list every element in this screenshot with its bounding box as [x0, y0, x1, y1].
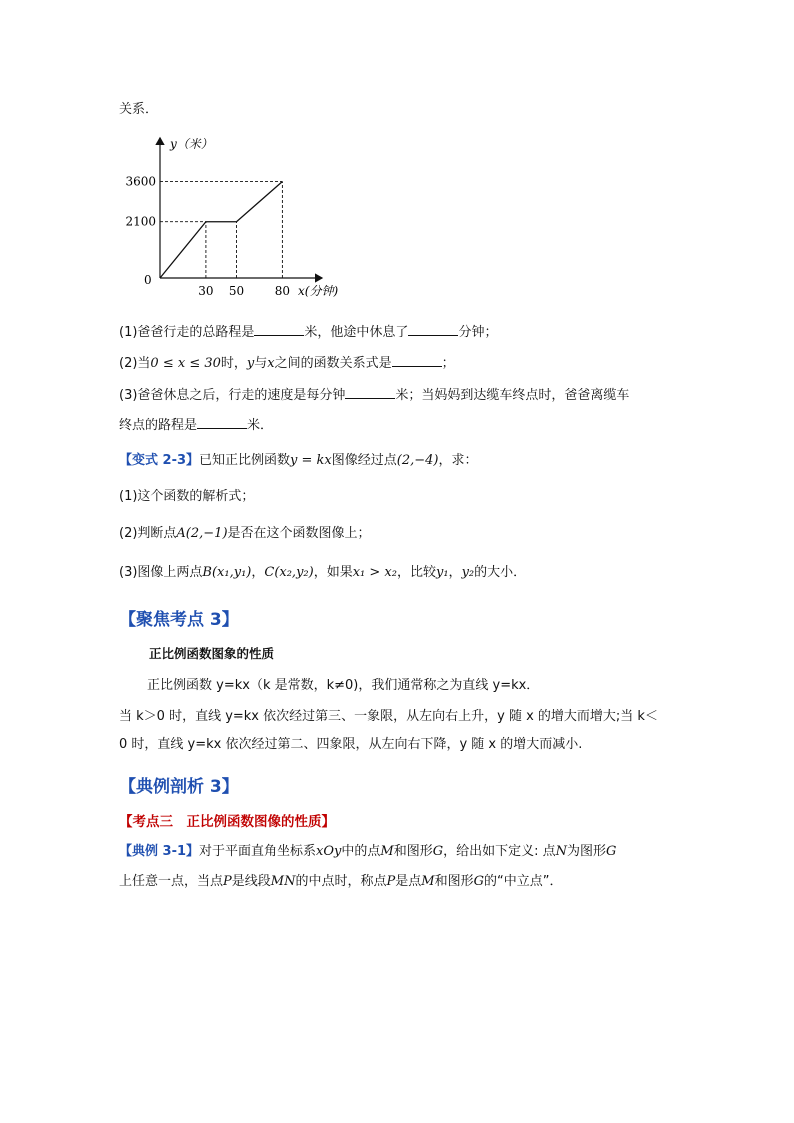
v23-3-text-d: 的大小．: [474, 565, 527, 580]
ex31-l2-G: G: [473, 874, 484, 889]
v23-3-text-a: (3)图像上两点: [119, 565, 203, 580]
v23-text-c: ，求：: [438, 453, 478, 468]
q1-blank-1[interactable]: [254, 321, 304, 336]
v23-2-text-a: (2)判断点: [119, 526, 177, 541]
key-point-3: 【考点三 正比例函数图像的性质】: [119, 814, 335, 830]
x-tick-label-50: 50: [228, 284, 245, 298]
q1-text-a: (1)爸爸行走的总路程是: [119, 325, 255, 340]
ex31-l2-text-a: 上任意一点，当点: [119, 874, 224, 889]
focus-heading-3: 【聚焦考点 3】: [119, 610, 239, 630]
ex31-l2-MN: MN: [270, 874, 296, 889]
question-3-line-1: [119, 384, 629, 406]
q1-text-c: 分钟；: [458, 325, 498, 340]
ex31-G2: G: [606, 844, 617, 859]
q2-var-x: x: [267, 356, 275, 371]
v23-3-sep2: ，: [448, 565, 462, 580]
ex31-xoy: xOy: [316, 844, 342, 859]
q3-text-b: 米；当妈妈到达缆车终点时，爸爸离缆车: [395, 388, 630, 403]
ex31-l2-text-c: 的中点时，称点: [295, 874, 387, 889]
q3-text-d: 米．: [247, 418, 274, 433]
q3-blank-1[interactable]: [345, 384, 395, 399]
property-title: 正比例函数图象的性质: [149, 646, 275, 661]
v23-3-y2: y₂: [461, 565, 475, 580]
ex31-l2-P2: P: [386, 874, 396, 889]
q2-text-d: 之间的函数关系式是: [274, 356, 392, 371]
ex31-G: G: [432, 844, 444, 859]
v23-3-y1: y₁: [435, 565, 449, 580]
example-3-1-line-2: [119, 872, 562, 892]
v23-sub-2: [119, 524, 371, 544]
ex31-text-c: 和图形: [393, 844, 433, 859]
q1-blank-2[interactable]: [408, 321, 458, 336]
q2-text-e: ；: [441, 356, 455, 371]
distance-time-chart: [125, 128, 370, 300]
v23-text-b: 图像经过点: [331, 453, 397, 468]
v23-sub-1: (1)这个函数的解析式；: [119, 489, 255, 504]
point-c: C(x₂,y₂): [264, 565, 314, 580]
q2-text-c: 与: [254, 356, 268, 371]
question-3-line-2: [119, 414, 273, 436]
question-2: [119, 352, 455, 374]
ex31-l2-text-b: 是线段: [231, 874, 271, 889]
v23-3-condition: x₁ > x₂: [352, 565, 397, 580]
ex31-text-b: 中的点: [341, 844, 381, 859]
example-heading-3: 【典例剖析 3】: [119, 777, 239, 797]
origin-label: 0: [144, 273, 152, 287]
v23-2-point: A(2,−1): [176, 526, 228, 541]
v23-3-text-c: ，比较: [396, 565, 436, 580]
v23-sub-3: [119, 563, 526, 583]
y-tick-label-3600: 3600: [125, 174, 156, 189]
ex31-l2-text-e: 和图形: [434, 874, 474, 889]
q2-blank[interactable]: [392, 352, 442, 367]
property-paragraph-2b: 0 时，直线 y=kx 依次经过第二、四象限，从左向右下降，y 随 x 的增大而减小.: [119, 737, 583, 752]
ex31-l2-M: M: [421, 874, 435, 889]
property-paragraph-1: 正比例函数 y=kx（k 是常数，k≠0)，我们通常称之为直线 y=kx．: [147, 678, 540, 693]
v23-function: y = kx: [290, 453, 332, 468]
point-b: B(x₁,y₁): [202, 565, 252, 580]
v23-point: (2,−4): [396, 453, 439, 468]
ex31-N: N: [555, 844, 567, 859]
v23-3-text-b: ，如果: [313, 565, 353, 580]
q3-text-c: 终点的路程是: [119, 418, 198, 433]
q1-text-b: 米，他途中休息了: [304, 325, 409, 340]
example-3-1-line-1: [119, 842, 616, 862]
x-tick-label-30: 30: [198, 284, 214, 298]
x-tick-label-80: 80: [274, 284, 291, 298]
v23-2-text-b: 是否在这个函数图像上；: [227, 526, 371, 541]
ex31-l2-text-f: 的“中立点”．: [483, 874, 563, 889]
ex31-text-d: ，给出如下定义: 点: [443, 844, 556, 859]
q3-blank-2[interactable]: [197, 414, 247, 429]
distance-line: [160, 182, 282, 278]
ex31-text-e: 为图形: [567, 844, 607, 859]
q2-text-b: 时，: [220, 356, 247, 371]
example-tag: 【典例 3-1】: [119, 844, 200, 859]
ex31-l2-P: P: [223, 874, 232, 889]
ex31-M: M: [380, 844, 394, 859]
question-1: [119, 321, 497, 343]
q2-text-a: (2)当: [119, 356, 151, 371]
variant-tag: 【变式 2-3】: [119, 453, 200, 468]
x-axis-label: x(分钟): [298, 284, 339, 298]
ex31-text-a: 对于平面直角坐标系: [199, 844, 317, 859]
q2-condition: 0 ≤ x ≤ 30: [150, 356, 221, 371]
ex31-l2-text-d: 是点: [395, 874, 422, 889]
property-paragraph-2a: 当 k＞0 时，直线 y=kx 依次经过第三、一象限，从左向右上升，y 随 x 的增大而增大;当 k＜: [119, 709, 658, 724]
v23-text-a: 已知正比例函数: [199, 453, 291, 468]
variant-2-3: [119, 451, 478, 471]
y-tick-label-2100: 2100: [125, 214, 156, 229]
q2-var-y: y: [246, 356, 255, 371]
v23-3-sep: ，: [251, 565, 265, 580]
intro-text: 关系．: [119, 102, 159, 117]
q3-text-a: (3)爸爸休息之后，行走的速度是每分钟: [119, 388, 346, 403]
y-axis-label: y（米）: [170, 137, 213, 151]
